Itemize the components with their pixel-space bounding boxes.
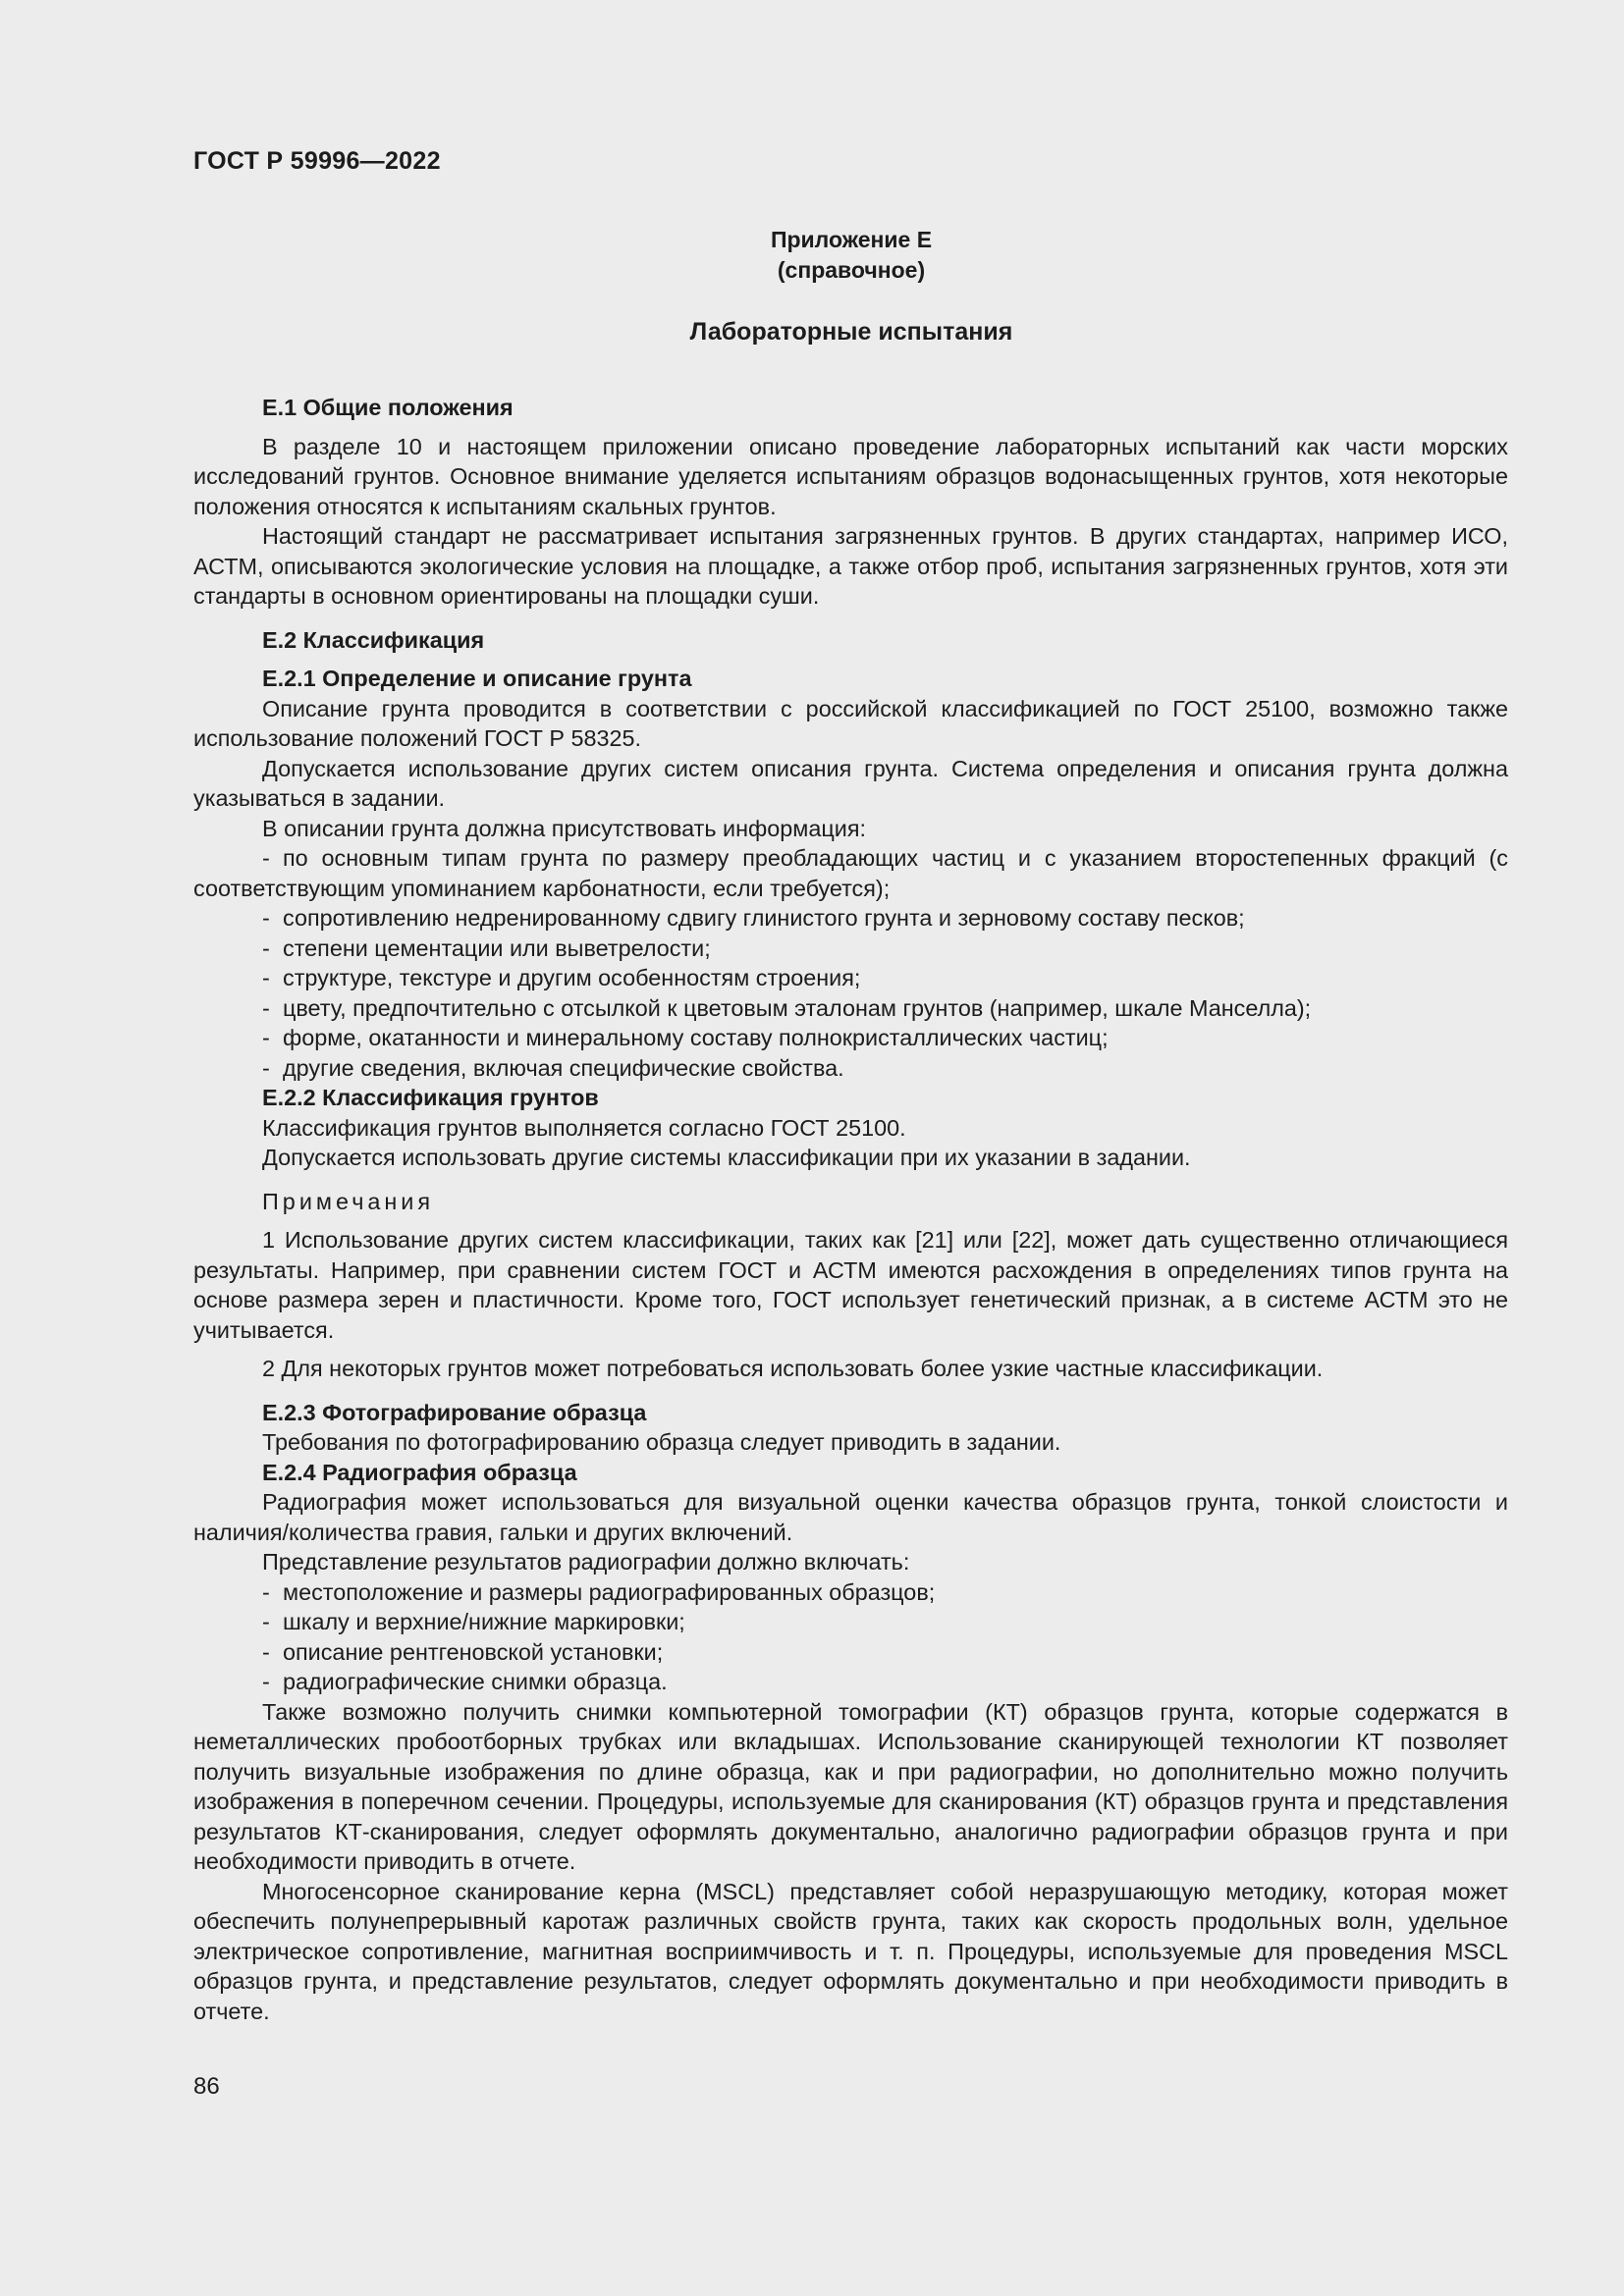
paragraph: Допускается использовать другие системы классификации при их указании в задании.: [262, 1145, 1191, 1170]
paragraph: Настоящий стандарт не рассматривает испытания загрязненных грунтов. В других стандартах, например ИСО, АСТМ, описываются экологические условия на площадке, а также отбор проб, испытания загрязненных грунтов, хотя эти стандарты в основном ориентированы на площадки суши.: [193, 523, 1508, 609]
paragraph: Представление результатов радиографии должно включать:: [262, 1549, 910, 1575]
annex-heading: [0, 225, 1624, 286]
list-item: - сопротивлению недренированному сдвигу глинистого грунта и зерновому составу песков;: [262, 905, 1245, 931]
paragraph: В разделе 10 и настоящем приложении описано проведение лабораторных испытаний как части морских исследований грунтов. Основное внимание уделяется испытаниям образцов водонасыщенных грунтов, хотя некоторые положения относятся к испытаниям скальных грунтов.: [193, 433, 1508, 519]
annex-kind: (справочное): [777, 257, 926, 283]
paragraph: Требования по фотографированию образца следует приводить в задании.: [262, 1429, 1061, 1455]
list-item: - степени цементации или выветрелости;: [262, 934, 711, 961]
paragraph: Радиография может использоваться для визуальной оценки качества образцов грунта, тонкой слоистости и наличия/количества гравия, гальки и других включений.: [193, 1489, 1508, 1545]
paragraph: В описании грунта должна присутствовать информация:: [262, 815, 866, 841]
list-item: - радиографические снимки образца.: [262, 1669, 668, 1694]
note: 2 Для некоторых грунтов может потребоваться использовать более узкие частные классификации.: [262, 1356, 1324, 1381]
section-heading: Е.1 Общие положения: [262, 395, 514, 420]
list-item: - структуре, текстуре и другим особенностям строения;: [262, 965, 861, 990]
document-body: [193, 393, 1508, 2026]
paragraph: Описание грунта проводится в соответствии с российской классификацией по ГОСТ 25100, возможно также использование положений ГОСТ Р 58325.: [193, 695, 1508, 751]
list-item: - шкалу и верхние/нижние маркировки;: [262, 1609, 685, 1634]
subsection-heading: Е.2.1 Определение и описание грунта: [262, 666, 692, 691]
annex-label: Приложение Е: [770, 227, 933, 252]
list-item: - местоположение и размеры радиографированных образцов;: [262, 1578, 936, 1605]
list-item: - по основным типам грунта по размеру преобладающих частиц и с указанием второстепенных фракций (с соответствующим упоминанием карбонатности, если требуется);: [193, 845, 1508, 901]
paragraph: Многосенсорное сканирование керна (MSCL) представляет собой неразрушающую методику, которая может обеспечить полунепрерывный каротаж различных свойств грунта, таких как скорость продольных волн, удельное электрическое сопротивление, магнитная восприимчивость и т. п. Процедуры, используемые для проведения MSCL образцов грунта, и представление результатов, следует оформлять документально и при необходимости приводить в отчете.: [193, 1878, 1508, 2024]
standard-header: ГОСТ Р 59996—2022: [193, 147, 441, 175]
list-item: - описание рентгеновской установки;: [262, 1638, 664, 1665]
notes-label: Примечания: [262, 1188, 435, 1214]
section-heading: Е.2 Классификация: [262, 626, 485, 653]
page-number: 86: [193, 2073, 220, 2100]
list-item: - форме, окатанности и минеральному составу полнокристаллических частиц;: [262, 1025, 1109, 1050]
subsection-heading: Е.2.4 Радиография образца: [262, 1459, 577, 1485]
paragraph: Допускается использование других систем описания грунта. Система определения и описания грунта должна указываться в задании.: [193, 755, 1508, 811]
note: 1 Использование других систем классификации, таких как [21] или [22], может дать существенно отличающиеся результаты. Например, при сравнении систем ГОСТ и АСТМ имеются расхождения в определениях типов грунта на основе размера зерен и пластичности. Кроме того, ГОСТ использует генетический признак, а в системе АСТМ это не учитывается.: [193, 1227, 1508, 1343]
paragraph: Также возможно получить снимки компьютерной томографии (КТ) образцов грунта, которые содержатся в неметаллических пробоотборных трубках или вкладышах. Использование сканирующей технологии КТ позволяет получить визуальные изображения по длине образца, как и при радиографии, но дополнительно можно получить изображения в поперечном сечении. Процедуры, используемые для сканирования (КТ) образцов грунта и представления результатов КТ-сканирования, следует оформлять документально, аналогично радиографии образцов грунта и при необходимости приводить в отчете.: [193, 1698, 1508, 1874]
list-item: - другие сведения, включая специфические свойства.: [262, 1054, 844, 1081]
subsection-heading: Е.2.2 Классификация грунтов: [262, 1085, 599, 1110]
annex-title: Лабораторные испытания: [689, 318, 1013, 346]
list-item: - цвету, предпочтительно с отсылкой к цветовым эталонам грунтов (например, шкале Манселла);: [262, 994, 1312, 1021]
paragraph: Классификация грунтов выполняется согласно ГОСТ 25100.: [262, 1114, 906, 1141]
subsection-heading: Е.2.3 Фотографирование образца: [262, 1399, 647, 1425]
